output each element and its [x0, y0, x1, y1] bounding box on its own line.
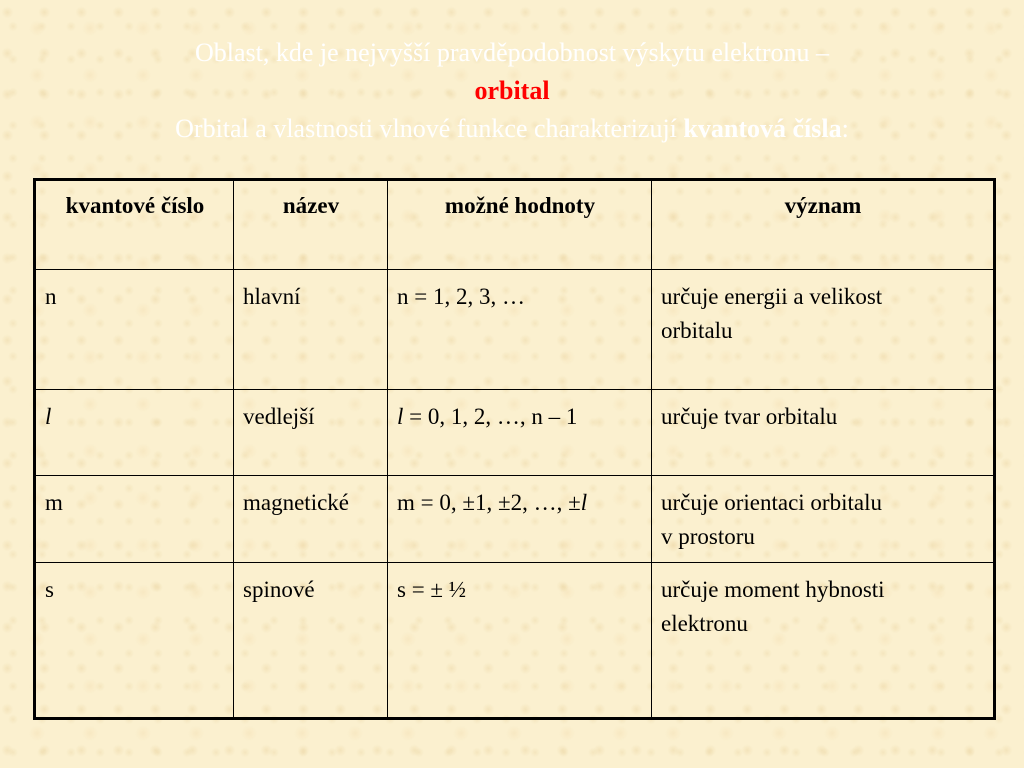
cell-name: hlavní [234, 270, 388, 390]
column-header-quantum-number: kvantové číslo [35, 180, 234, 270]
values-rest: = 0, 1, 2, …, n – 1 [403, 404, 578, 429]
header-line-3 [0, 110, 1024, 148]
meaning-line-1: určuje tvar orbitalu [661, 404, 838, 429]
table-row [35, 270, 995, 390]
cell-symbol: m [35, 476, 234, 563]
values-symbol: l [580, 490, 588, 515]
cell-values [388, 476, 652, 563]
table-row [35, 476, 995, 563]
cell-values [388, 390, 652, 476]
column-header-meaning: význam [652, 180, 995, 270]
meaning-line-2: elektronu [661, 611, 748, 636]
quantum-numbers-table-wrapper [33, 178, 996, 720]
cell-name: spinové [234, 563, 388, 719]
header-quantum-numbers-term: kvantová čísla [683, 114, 842, 143]
cell-name: vedlejší [234, 390, 388, 476]
column-header-name: název [234, 180, 388, 270]
cell-meaning [652, 563, 995, 719]
cell-symbol: s [35, 563, 234, 719]
cell-name: magnetické [234, 476, 388, 563]
quantum-numbers-table [33, 178, 996, 720]
table-header-row [35, 180, 995, 270]
header-line-1: Oblast, kde je nejvyšší pravděpodobnost výskytu elektronu – [194, 38, 830, 67]
cell-symbol: n [35, 270, 234, 390]
meaning-line-2: orbitalu [661, 318, 733, 343]
header-orbital-term: orbital [474, 76, 550, 105]
meaning-line-2: v prostoru [661, 524, 755, 549]
meaning-line-1: určuje energii a velikost [661, 284, 883, 309]
column-header-possible-values: možné hodnoty [388, 180, 652, 270]
cell-meaning [652, 390, 995, 476]
table-row [35, 563, 995, 719]
values-prefix: m = 0, ±1, ±2, …, ± [397, 490, 581, 515]
table-row [35, 390, 995, 476]
values-symbol: l [397, 404, 404, 429]
slide-header [0, 34, 1024, 148]
cell-symbol: l [35, 390, 234, 476]
cell-meaning [652, 270, 995, 390]
cell-values: s = ± ½ [388, 563, 652, 719]
cell-meaning [652, 476, 995, 563]
cell-values: n = 1, 2, 3, … [388, 270, 652, 390]
header-line-3-colon: : [841, 114, 849, 143]
header-line-3-text: Orbital a vlastnosti vlnové funkce charakterizují [175, 114, 684, 143]
meaning-line-1: určuje orientaci orbitalu [661, 490, 882, 515]
meaning-line-1: určuje moment hybnosti [661, 577, 885, 602]
